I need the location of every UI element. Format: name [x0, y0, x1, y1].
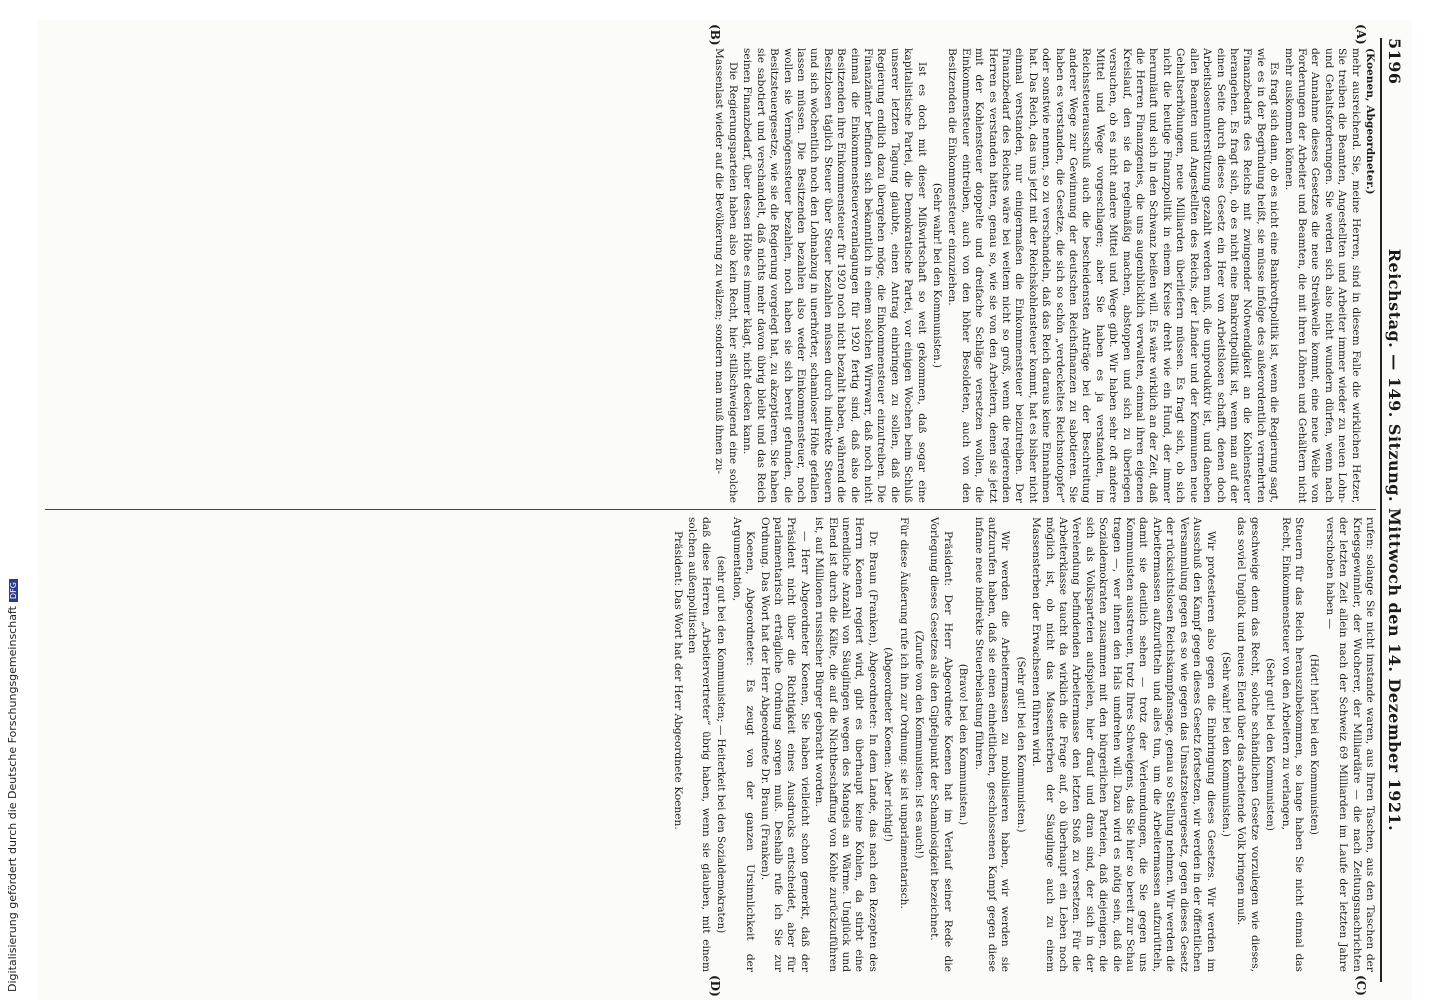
- paragraph: Es fragt sich dann, ob es nicht eine Bankrottpolitik ist, wenn die Regierung sagt, wie es in der Begründung heißt, sie müsse infolge des außerordentlich vermehrten Finanzbedarfs des Reichs mit zwingender Notwendigkeit an die Kohlensteuer herangehen. Es fragt sich, ob es nicht eine Bankrottpolitik ist, wenn man auf der einen Seite durch dieses Gesetz ein Heer von Arbeitslosen schafft, denen doch Arbeitslosenunterstützung gezahlt werden muß, die unproduktiv ist, und daneben allen Beamten und Angestellten des Reichs, der Länder und der Kommunen neue Gehaltserhöhungen, neue Milliarden überliefern müssen. Es fragt sich, ob sich nicht die heutige Finanzpolitik in einem Kreise dreht wie ein Hund, der immer herumläuft und sich in den Schwanz beißen will. Es wäre wirklich an der Zeit, daß die Herren Finanzgenies, die uns augenblicklich verwalten, einmal ihren eigenen Kreislauf, den sie da regelmäßig machen, abstoppen und sich zu überlegen versuchen, ob es nicht andere Mittel und Wege gibt. Wir haben sehr oft andere Mittel und Wege vorgeschlagen; aber Sie haben es ja verstanden, im Reichssteuerausschuß auch die bescheidensten Anträge bei der Beschreitung anderer Wege zur Gewinnung der deutschen Reichsfinanzen zu sabotieren. Sie haben es verstanden, die Gesetze, die sich so schön „verdeckeltes Reichsnotopfer“ oder sonstwie nennen, so zu verschandeln, daß das Reich daraus keine Einnahmen hat. Das Reich, das uns jetzt mit der Reichskohlensteuer kommt, hat es bisher nicht einmal verstanden, nur einigermaßen die Einkommensteuer beizutreiben. Der Finanzbedarf des Reiches wäre bei weitem nicht so groß, wenn die regierenden Herren es verstanden hätten, genau so, wie sie von den Arbeitern, denen sie jetzt mit der Kohlensteuer doppelte und dreifache Schläge versetzen wollen, die Einkommensteuer eintreiben, auch von den höher Besoldeten, auch von den Besitzenden die Einkommensteuer einzuziehen.: [946, 48, 1281, 503]
- paragraph: Wir protestieren also gegen die Einbringung dieses Gesetzes. Wir werden im Ausschuß den Kampf gegen dieses Gesetz fortsetzen, wir werden in der öffentlichen Versammlung gegen es so wie gegen das Umsatzsteuergesetz, gegen dieses Gesetz der rücksichtslosen Reichskampfansage, genau so Stellung nehmen. Wir werden die Arbeitermassen aufzurütteln und alles tun, um die Arbeitermassen aufzurütteln, damit sie deutlich sehen — trotz der Verleumdungen, die Sie gegen uns Kommunisten ausstreuen, trotz Ihres Schweigens, das Sie hier so bereit zur Schau tragen —, wer ihnen den Hals umdrehen will. Dazu wird es nötig sein, daß die Sozialdemokraten zusammen mit den bürgerlichen Parteien, daß diejenigen, die sich als Volksparteien aufspielen, hier drauf und dran sind, der sich in der Verelendung befindenden Arbeitermasse den letzten Stoß zu versetzen. Für die Arbeiterklasse taucht da wirklich die Frage auf, ob überhaupt ein Leben noch möglich ist, ob nicht das Massensterben der Säuglinge auch zu einem Massensterben der Erwachsenen führen wird.: [1030, 517, 1217, 972]
- interjection: (Sehr gut! bei den Kommunisten.): [1014, 656, 1026, 833]
- paragraph: daß diese Herren „Arbeitervertreter“ übrig haben, wenn sie glauben, mit einem solchen außenpolitischen: [686, 517, 712, 972]
- interjection: (Sehr gut! bei den Kommunisten): [1264, 658, 1276, 831]
- paragraph: Wir werden die Arbeitermassen zu mobilisieren haben, wir werden sie aufzurufen haben, daß sie einen einheitlichen, geschlossenen Kampf gegen diese infame neue indirekte Steuerbelastung führen.: [972, 517, 1012, 972]
- column-divider: [45, 509, 1376, 510]
- paragraph: Koenen, Abgeordneter: Es zeugt von der ganzen Ursinnlichkeit der Argumentation,: [730, 517, 757, 972]
- paragraph: Präsident: Das Wort hat der Herr Abgeordnete Koenen.: [672, 531, 685, 830]
- paragraph: Ist es doch mit dieser Mißwirtschaft so weit gekommen, daß sogar eine kapitalistische Partei, die Demokratische Partei, vor einigen Wochen beim Schluß unserer letzten Tagung glaubte, einen Antrag einbringen zu sollen, daß die Regierung endlich dazu übergehen möge, die Einkommensteuer einzutreiben. Die Finanzämter befinden sich bekanntlich in einem solchen Wirrwarr, daß noch nicht einmal die Einkommensteuerveranlagungen für 1920 fertig sind, daß also die Besitzenden ihre Einkommensteuer für 1920 noch nicht bezahlt haben, während die Besitzlosen täglich Steuer über Steuer bezahlen müssen durch indirekte Steuern und sich wöchentlich noch den Lohnabzug in unerhörter, schamloser Höhe gefallen lassen müssen. Die Besitzenden bezahlen also weder Einkommensteuer, noch wollen sie Vermögenssteuer bezahlen, noch haben sie sich bereit gefunden, die Besitzsteuergesetze, wie sie die Regierung vorgelegt hat, zu akzeptieren. Sie haben sie sabotiert und verschandelt, daß nichts mehr davon übrig bleibt und das Reich seinen Finanzbedarf, über dessen Höhe es immer klagt, nicht decken kann.: [741, 48, 928, 503]
- interjection: (Zurufe von den Kommunisten: Ist es auch!): [913, 630, 924, 859]
- footer-credit: [6, 579, 19, 992]
- speaker-heading: (Koenen, Abgeordneter.): [1364, 48, 1376, 195]
- interjection: (Hört! hört! bei den Kommunisten): [1308, 654, 1320, 835]
- margin-mark-b: (B): [708, 24, 722, 46]
- paragraph: Die Regierungsparteien haben also kein Recht, hier stillschweigend eine solche Massenlast wieder auf die Bevölkerung zu wälzen; sondern man muß ihnen zu-: [713, 48, 739, 503]
- interjection: (Bravo! bei den Kommunisten.): [957, 663, 969, 826]
- interjection: (sehr gut bei den Kommunisten; — Heiterkeit bei den Sozialdemokraten): [715, 555, 727, 934]
- paragraph: Dr. Braun (Franken), Abgeordneter: In dem Lande, das nach den Rezepten des Herrn Koenen regiert wird, gibt es überhaupt keine Kohlen, da stirbt eine unendliche Anzahl von Säuglingen wegen des Mangels an Wärme. Unglück und Elend ist durch die Kälte, die auf die Nichtbeschaffung von Kohle zurückzuführen ist, auf Millionen russischer Bürger gebracht worden.: [813, 517, 879, 972]
- right-column: [45, 517, 1376, 972]
- paragraph: geschweige denn das Recht, solche schändlichen Gesetze vorzulegen wie dieses, das soviel Unglück und neues Elend über das arbeitende Volk bringen muß.: [1235, 517, 1261, 972]
- margin-mark-c: (C): [1354, 975, 1368, 996]
- left-column: [45, 48, 1376, 503]
- margin-mark-a: (A): [1354, 24, 1368, 45]
- interjection: (Abgeordneter Koenen: Aber richtig!): [882, 647, 894, 842]
- scanned-page: [37, 20, 1412, 1000]
- page-title: Reichstag. — 149. Sitzung. Mittwoch den 14. Dezember 1921.: [1385, 248, 1405, 832]
- paragraph: — Herr Abgeordneter Koenen, Sie haben vielleicht schon gemerkt, daß der Präsident nicht über die Richtigkeit eines Ausdrucks entscheidet, aber für parlamentarisch erträgliche Ordnung sorgen muß. Deshalb rufe ich Sie zur Ordnung. Das Wort hat der Herr Abgeordnete Dr. Braun (Franken).: [758, 517, 811, 972]
- paragraph: Steuern für das Reich herauszubekommen, so lange haben Sie nicht einmal das Recht, Einkommensteuer von den Arbeitern zu verlangen,: [1279, 517, 1305, 972]
- page-header: [1380, 38, 1408, 982]
- dfg-logo: DFG: [9, 579, 18, 602]
- paragraph: Für diese Äußerung rufe ich ihn zur Ordnung: sie ist unparlamentarisch.: [897, 517, 910, 909]
- paragraph: rufen: solange Sie nicht imstande waren, aus Ihren Taschen, aus den Taschen der Kriegsgewinnler, der Wucherer, der Milliardäre — die nach Zeitungsnachrichten der letzten Zeit allein nach der Schweiz 69 Milliarden im Laufe der letzten Jahre verschoben haben —: [1323, 517, 1376, 972]
- interjection: (Sehr wahr! bei den Kommunisten.): [1219, 652, 1231, 837]
- paragraph: Präsident: Der Herr Abgeordnete Koenen hat im Verlauf seiner Rede die Vorlegung dieses Gesetzes als den Gipfelpunkt der Schamlosigkeit bezeichnet.: [928, 517, 954, 972]
- paragraph: mehr ausreichend. Sie, meine Herren, sind in diesem Falle die wirklichen Hetzer, Sie treiben die Beamten, Angestellten und Arbeiter immer wieder zu neuen Lohn- und Gehaltsforderungen. Sie werden sich also nicht wundern dürfen, wenn nach der Annahme dieses Gesetzes die neue Streikwelle kommt, eine neue Welle von Forderungen der Arbeiter und Beamten, die mit ihren Löhnen und Gehältern nicht mehr auskommen können.: [1282, 48, 1362, 503]
- interjection: (Sehr wahr! bei den Kommunisten.): [931, 183, 942, 368]
- page-number: 5196: [1385, 38, 1405, 85]
- footer-credit-text: Digitalisierung gefördert durch die Deutsche Forschungsgemeinschaft: [6, 606, 19, 992]
- digitization-footer: [0, 0, 22, 1000]
- rotated-newspaper-page: [37, 20, 1412, 1000]
- margin-mark-d: (D): [708, 975, 722, 997]
